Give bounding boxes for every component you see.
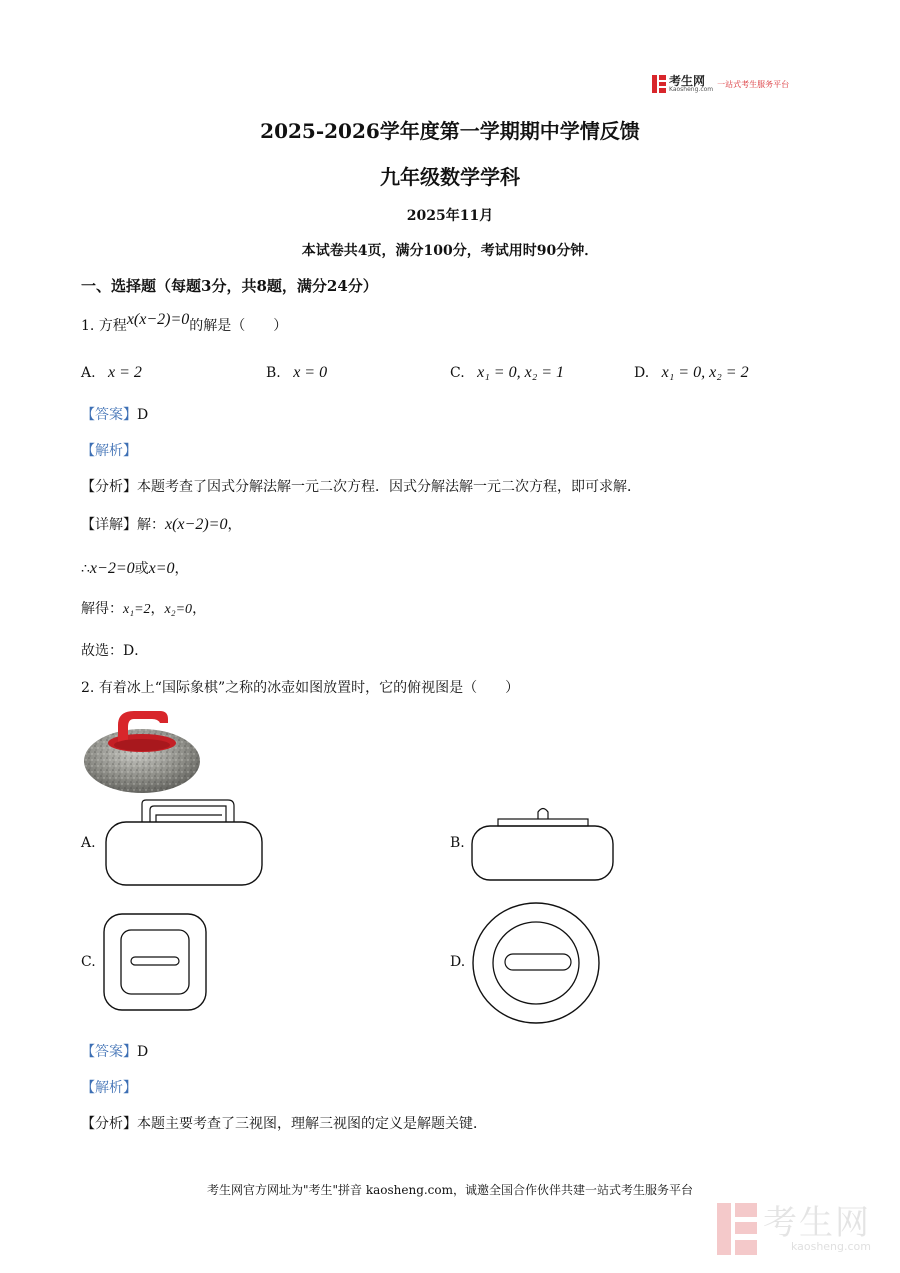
watermark-logo-icon xyxy=(717,1203,757,1255)
q1-stem xyxy=(81,311,288,335)
q2-answer xyxy=(81,1041,148,1061)
q2-option-a-label: A. xyxy=(81,835,96,851)
q1-option-c[interactable] xyxy=(450,364,564,382)
answer-value: D xyxy=(137,407,149,423)
q2-option-b-label: B. xyxy=(450,835,465,851)
fenxi-tag: 【分析】 xyxy=(81,1116,137,1132)
step1-b: x=0 xyxy=(148,560,175,577)
q2-option-c-label: C. xyxy=(81,954,96,970)
q1-stem-suffix: 的解是（ ） xyxy=(189,318,288,334)
q2-analysis-tag: 【解析】 xyxy=(81,1080,137,1096)
q1-answer xyxy=(81,404,148,424)
step1-a: x−2=0 xyxy=(89,560,135,577)
q1-fenxi xyxy=(81,476,641,496)
fenxi-text: 本题主要考查了三视图，理解三视图的定义是解题关键． xyxy=(137,1116,487,1132)
exam-subject: 九年级数学学科 xyxy=(380,165,520,189)
exam-title: 2025-2026学年度第一学期期中学情反馈 xyxy=(260,119,640,143)
q2-option-c-figure[interactable] xyxy=(100,910,210,1014)
watermark-url: kaosheng.com xyxy=(790,1239,871,1253)
q1-stem-prefix: 方程 xyxy=(98,318,127,334)
logo-name: 考生网 xyxy=(669,74,706,88)
q1-option-d[interactable] xyxy=(634,364,749,382)
q2-stem-text: 有着冰上“国际象棋”之称的冰壶如图放置时，它的俯视图是（ ） xyxy=(98,680,520,696)
q2-fenxi xyxy=(81,1113,487,1133)
q1-option-a[interactable] xyxy=(81,364,142,382)
option-label: B. xyxy=(266,365,281,381)
q2-number: 2. xyxy=(81,680,99,696)
curling-stone-image xyxy=(82,703,202,797)
answer-tag: 【答案】 xyxy=(81,1044,137,1060)
option-value: x = 0 xyxy=(293,364,328,381)
q1-detail xyxy=(81,514,241,534)
solve-end: ， xyxy=(192,601,207,617)
exam-date: 2025年11月 xyxy=(406,208,494,224)
logo-slogan: 一站式考生服务平台 xyxy=(717,79,790,89)
q1-step1 xyxy=(81,558,189,578)
page-footer: 考生网官方网址为"考生"拼音 kaosheng.com，诚邀全国合作伙伴共建一站式考生服务平台 xyxy=(206,1183,694,1197)
option-value: x₁ = 0, x₂ = 1 xyxy=(477,364,565,381)
logo-mark-icon xyxy=(652,75,666,93)
q2-option-b-figure[interactable] xyxy=(468,804,618,884)
q2-stem xyxy=(81,677,519,697)
watermark xyxy=(717,1203,871,1255)
q1-choose: 故选：D． xyxy=(81,643,149,659)
fenxi-tag: 【分析】 xyxy=(81,479,137,495)
detail-prefix: 解： xyxy=(137,517,165,533)
q1-solve xyxy=(81,598,206,618)
q1-option-b[interactable] xyxy=(266,364,327,382)
option-value: x₁ = 0, x₂ = 2 xyxy=(661,364,749,381)
therefore-symbol: ∴ xyxy=(81,561,90,577)
option-label: C. xyxy=(450,365,465,381)
detail-equation: x(x−2)=0 xyxy=(165,516,228,533)
q2-option-a-figure[interactable] xyxy=(100,798,266,890)
q1-number: 1. xyxy=(81,318,99,334)
answer-tag: 【答案】 xyxy=(81,407,137,423)
logo-url: Kaosheng.com xyxy=(669,86,714,93)
watermark-name: 考生网 xyxy=(763,1202,871,1243)
solve-label: 解得： xyxy=(81,601,123,617)
q1-equation: x(x−2)=0 xyxy=(126,311,190,328)
fenxi-text: 本题考查了因式分解法解一元二次方程．因式分解法解一元二次方程，即可求解． xyxy=(137,479,641,495)
option-value: x = 2 xyxy=(108,364,142,381)
solve-x2: x₂=0 xyxy=(164,602,193,617)
option-label: A. xyxy=(81,365,96,381)
option-label: D. xyxy=(634,365,650,381)
solve-x1: x₁=2 xyxy=(123,602,151,617)
section-heading: 一、选择题（每题3分，共8题，满分24分） xyxy=(81,277,378,295)
detail-tag: 【详解】 xyxy=(81,517,137,533)
exam-note: 本试卷共4页，满分100分，考试用时90分钟． xyxy=(301,243,599,259)
step1-end: ， xyxy=(174,561,189,577)
answer-value: D xyxy=(137,1044,149,1060)
detail-suffix: ， xyxy=(227,517,242,533)
site-logo[interactable] xyxy=(652,73,789,95)
solve-sep: ， xyxy=(150,601,165,617)
q1-analysis-tag: 【解析】 xyxy=(81,443,137,459)
q2-option-d-figure[interactable] xyxy=(470,902,606,1026)
step1-or: 或 xyxy=(134,561,149,577)
q2-option-d-label: D. xyxy=(450,954,466,970)
